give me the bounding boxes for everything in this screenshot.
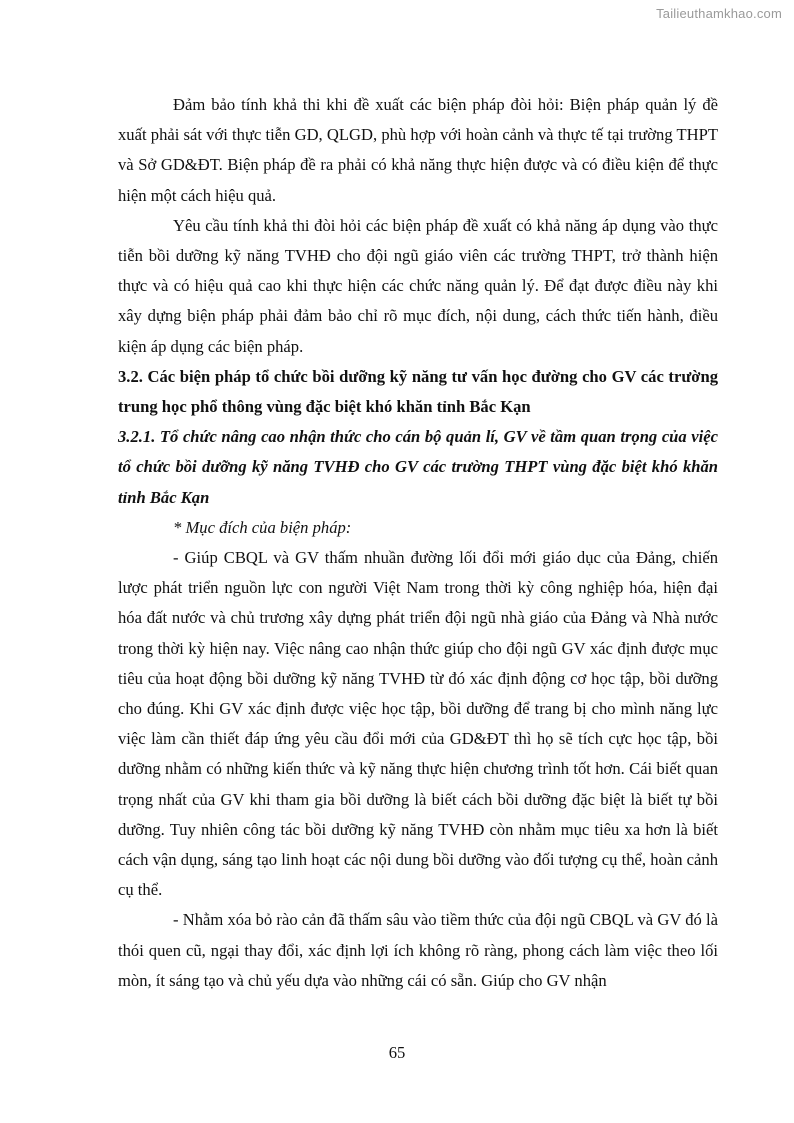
page-number: 65 (388, 1043, 406, 1062)
paragraph-feasibility: Đảm bảo tính khả thi khi đề xuất các biện pháp đòi hỏi: Biện pháp quản lý đề xuất phải sát với thực tiễn GD, QLGD, phù hợp với hoàn cảnh và thực tế tại trường THPT và Sở GD&ĐT. Biện pháp đề ra phải có khả năng thực hiện được và có điều kiện để thực hiện một cách hiệu quả. (118, 95, 718, 205)
paragraph-purpose-1: - Giúp CBQL và GV thấm nhuần đường lối đổi mới giáo dục của Đảng, chiến lược phát triển nguồn lực con người Việt Nam trong thời kỳ công nghiệp hóa, hiện đại hóa đất nước và chủ trương xây dựng phát triển đội ngũ nhà giáo của Đảng và Nhà nước trong thời kỳ hiện nay. Việc nâng cao nhận thức giúp cho đội ngũ GV xác định được mục tiêu của hoạt động bồi dưỡng kỹ năng TVHĐ từ đó xác định động cơ học tập, bồi dưỡng cho đúng. Khi GV xác định được việc học tập, bồi dưỡng để trang bị cho mình năng lực việc làm cần thiết đáp ứng yêu cầu đổi mới của GD&ĐT thì họ sẽ tích cực học tập, bồi dưỡng nhằm có những kiến thức và kỹ năng thực hiện chương trình tốt hơn. Cái biết quan trọng nhất của GV khi tham gia bồi dưỡng là biết cách bồi dưỡng đặc biệt là biết tự bồi dưỡng. Tuy nhiên công tác bồi dưỡng kỹ năng TVHĐ còn nhằm mục tiêu xa hơn là biết cách vận dụng, sáng tạo linh hoạt các nội dung bồi dưỡng vào đối tượng cụ thể, hoàn cảnh cụ thể. (118, 548, 718, 900)
subsection-heading-3-2-1: 3.2.1. Tổ chức nâng cao nhận thức cho cán bộ quản lí, GV về tầm quan trọng của việc tổ chức bồi dưỡng kỹ năng TVHĐ cho GV các trường THPT vùng đặc biệt khó khăn tỉnh Bắc Kạn (118, 427, 718, 507)
paragraph-purpose-2: - Nhằm xóa bỏ rào cản đã thấm sâu vào tiềm thức của đội ngũ CBQL và GV đó là thói quen cũ, ngại thay đổi, xác định lợi ích không rõ ràng, phong cách làm việc theo lối mòn, ít sáng tạo và chủ yếu dựa vào những cái có sẵn. Giúp cho GV nhận (118, 910, 718, 990)
watermark: Tailieuthamkhao.com (656, 6, 782, 21)
paragraph-feasibility-requirement: Yêu cầu tính khả thi đòi hỏi các biện pháp đề xuất có khả năng áp dụng vào thực tiễn bồi dưỡng kỹ năng TVHĐ cho đội ngũ giáo viên các trường THPT, trở thành hiện thực và có hiệu quả cao khi thực hiện các chức năng quản lý. Để đạt được điều này khi xây dựng biện pháp phải đảm bảo chỉ rõ mục đích, nội dung, cách thức tiến hành, điều kiện áp dụng các biện pháp. (118, 215, 718, 356)
section-heading-3-2: 3.2. Các biện pháp tổ chức bồi dưỡng kỹ năng tư vấn học đường cho GV các trường trung học phổ thông vùng đặc biệt khó khăn tỉnh Bắc Kạn (118, 366, 718, 417)
purpose-label: * Mục đích của biện pháp: (173, 517, 352, 537)
page-body (118, 90, 718, 996)
